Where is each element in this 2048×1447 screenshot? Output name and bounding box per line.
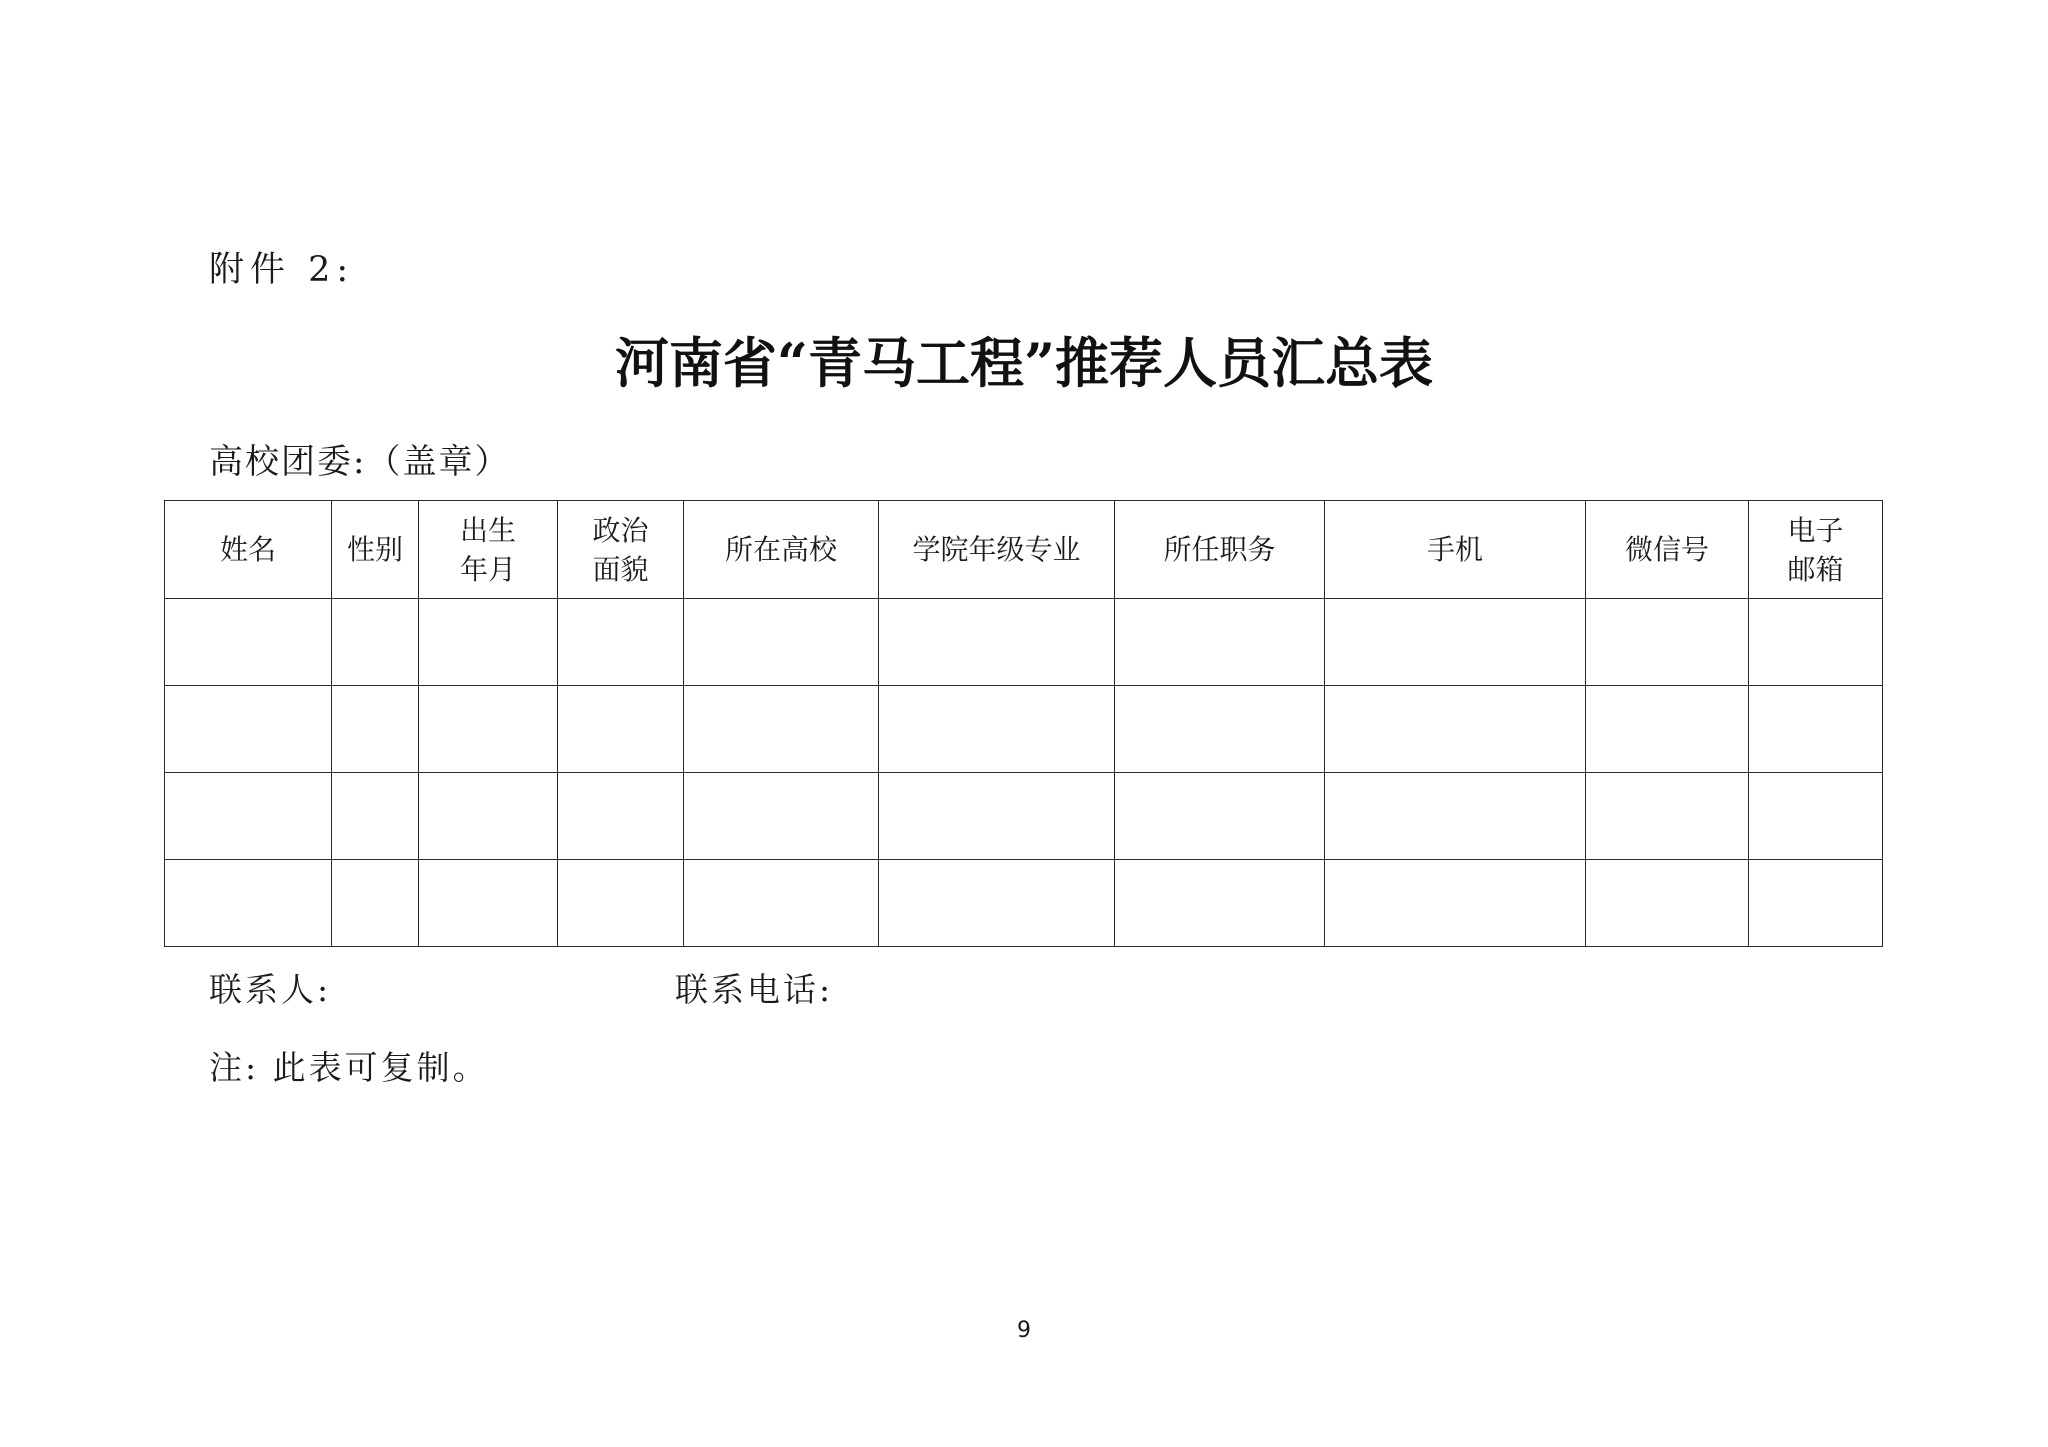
table-cell xyxy=(165,860,332,947)
table-cell xyxy=(1115,686,1325,773)
table-cell xyxy=(332,860,419,947)
header-text: 出生 xyxy=(459,513,516,547)
attachment-label: 附件 2: xyxy=(209,250,355,290)
header-text: 姓名 xyxy=(219,533,276,566)
table-cell xyxy=(684,773,879,860)
header-text: 年月 xyxy=(459,552,516,586)
table-cell xyxy=(332,773,419,860)
header-text: 面貌 xyxy=(592,552,649,586)
table-cell xyxy=(419,599,558,686)
contact-person-label: 联系人: xyxy=(209,970,332,1009)
table-row xyxy=(165,599,1883,686)
header-wechat xyxy=(1586,501,1749,599)
table-cell xyxy=(1586,773,1749,860)
table-cell xyxy=(1749,860,1883,947)
header-text: 手机 xyxy=(1426,533,1483,566)
table-cell xyxy=(1115,860,1325,947)
table-cell xyxy=(879,773,1115,860)
header-birth-date xyxy=(419,501,558,599)
table-cell xyxy=(1749,773,1883,860)
table-cell xyxy=(558,686,684,773)
header-position xyxy=(1115,501,1325,599)
table-cell xyxy=(332,599,419,686)
table-cell xyxy=(1586,686,1749,773)
table-cell xyxy=(1325,773,1586,860)
header-text: 所任职务 xyxy=(1163,533,1276,566)
header-college-grade-major xyxy=(879,501,1115,599)
table-cell xyxy=(684,599,879,686)
table-cell xyxy=(684,860,879,947)
header-name xyxy=(165,501,332,599)
header-text: 邮箱 xyxy=(1787,552,1844,586)
table-header-row xyxy=(165,501,1883,599)
recommendation-summary-table xyxy=(164,500,1883,947)
table-cell xyxy=(684,686,879,773)
table-cell xyxy=(419,773,558,860)
contact-phone-label: 联系电话: xyxy=(675,970,834,1009)
table-cell xyxy=(558,773,684,860)
table-cell xyxy=(1325,860,1586,947)
table-cell xyxy=(879,686,1115,773)
table-cell xyxy=(879,860,1115,947)
table-cell xyxy=(165,599,332,686)
document-title: 河南省“青马工程”推荐人员汇总表 xyxy=(614,331,1434,395)
table-cell xyxy=(419,686,558,773)
table-cell xyxy=(1115,599,1325,686)
table-row xyxy=(165,860,1883,947)
footnote: 注: 此表可复制。 xyxy=(209,1048,489,1087)
table-cell xyxy=(1586,599,1749,686)
header-text: 微信号 xyxy=(1624,533,1709,566)
table-row xyxy=(165,686,1883,773)
table-cell xyxy=(165,686,332,773)
table-cell xyxy=(1325,686,1586,773)
header-text: 性别 xyxy=(346,533,403,566)
page-number: 9 xyxy=(1017,1318,1031,1343)
header-text: 学院年级专业 xyxy=(912,533,1081,566)
table-cell xyxy=(1325,599,1586,686)
header-text: 政治 xyxy=(592,513,649,547)
header-text: 所在高校 xyxy=(724,533,837,566)
table-cell xyxy=(1749,686,1883,773)
header-text: 电子 xyxy=(1787,513,1844,547)
header-political-status xyxy=(558,501,684,599)
header-gender xyxy=(332,501,419,599)
header-email xyxy=(1749,501,1883,599)
table-row xyxy=(165,773,1883,860)
table-cell xyxy=(1586,860,1749,947)
table-cell xyxy=(419,860,558,947)
table-cell xyxy=(332,686,419,773)
table-cell xyxy=(1115,773,1325,860)
table-cell xyxy=(558,860,684,947)
table-cell xyxy=(165,773,332,860)
organization-seal-line: 高校团委:（盖章） xyxy=(209,442,511,482)
table-cell xyxy=(879,599,1115,686)
header-university xyxy=(684,501,879,599)
header-mobile xyxy=(1325,501,1586,599)
table-cell xyxy=(1749,599,1883,686)
table-cell xyxy=(558,599,684,686)
